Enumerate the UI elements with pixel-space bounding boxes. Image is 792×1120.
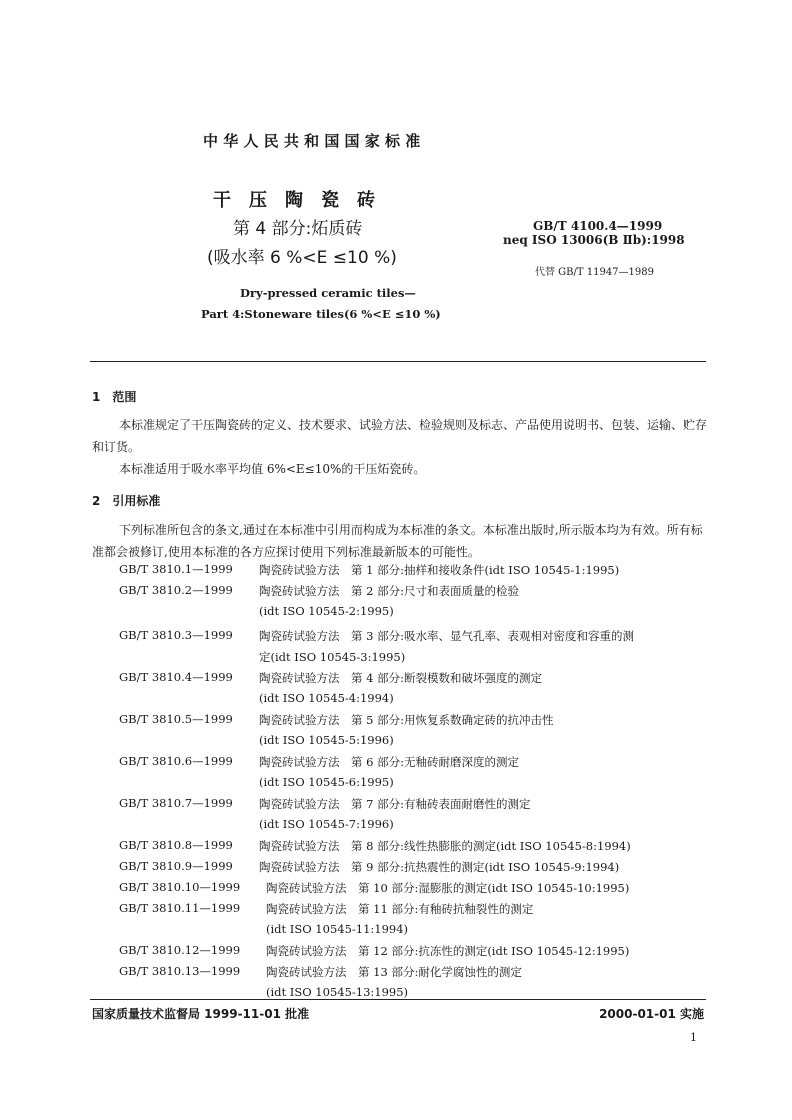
country-standard-title: 中 华 人 民 共 和 国 国 家 标 准 <box>203 132 421 150</box>
document-part-title: 第 4 部分:炻质砖 <box>233 219 363 239</box>
ref-description: 陶瓷砖试验方法 第 6 部分:无釉砖耐磨深度的测定 <box>259 755 519 769</box>
ref-code: GB/T 3810.6—1999 <box>119 754 233 768</box>
ref-description: 陶瓷砖试验方法 第 13 部分:耐化学腐蚀性的测定 <box>266 965 522 979</box>
ref-code: GB/T 3810.5—1999 <box>119 712 233 726</box>
section-2-heading: 2 引用标准 <box>92 494 161 508</box>
page-number: 1 <box>690 1031 697 1044</box>
header-divider <box>90 361 706 362</box>
ref-code: GB/T 3810.1—1999 <box>119 562 233 576</box>
ref-description: 陶瓷砖试验方法 第 10 部分:湿膨胀的测定(idt ISO 10545-10:1995) <box>266 881 630 895</box>
ref-description: 陶瓷砖试验方法 第 1 部分:抽样和接收条件(idt ISO 10545-1:1995) <box>259 563 620 577</box>
ref-code: GB/T 3810.8—1999 <box>119 838 233 852</box>
ref-description: 陶瓷砖试验方法 第 12 部分:抗冻性的测定(idt ISO 10545-12:1995) <box>266 944 630 958</box>
ref-description: 陶瓷砖试验方法 第 2 部分:尺寸和表面质量的检验 <box>259 584 519 598</box>
replaces-note: 代替 GB/T 11947—1989 <box>535 267 654 278</box>
ref-description-cont: (idt ISO 10545-2:1995) <box>259 604 394 618</box>
ref-description: 陶瓷砖试验方法 第 8 部分:线性热膨胀的测定(idt ISO 10545-8:1994) <box>259 839 631 853</box>
ref-code: GB/T 3810.9—1999 <box>119 859 233 873</box>
ref-code: GB/T 3810.10—1999 <box>119 880 241 894</box>
ref-description: 陶瓷砖试验方法 第 7 部分:有釉砖表面耐磨性的测定 <box>259 797 531 811</box>
ref-description: 陶瓷砖试验方法 第 9 部分:抗热震性的测定(idt ISO 10545-9:1994) <box>259 860 620 874</box>
section-1-paragraph-1: 本标准规定了干压陶瓷砖的定义、技术要求、试验方法、检验规则及标志、产品使用说明书、包装、运输、贮存和订货。 <box>92 418 708 454</box>
ref-description: 陶瓷砖试验方法 第 5 部分:用恢复系数确定砖的抗冲击性 <box>259 713 554 727</box>
english-title-line2: Part 4:Stoneware tiles(6 %<E ≤10 %) <box>201 307 441 321</box>
ref-description-cont: (idt ISO 10545-4:1994) <box>259 691 394 705</box>
section-1-paragraph-2: 本标准适用于吸水率平均值 6%<E≤10%的干压炻瓷砖。 <box>119 462 426 476</box>
ref-code: GB/T 3810.13—1999 <box>119 964 241 978</box>
ref-description: 陶瓷砖试验方法 第 11 部分:有釉砖抗釉裂性的测定 <box>266 902 534 916</box>
ref-description: 陶瓷砖试验方法 第 4 部分:断裂模数和破坏强度的测定 <box>259 671 542 685</box>
ref-description-cont: 定(idt ISO 10545-3:1995) <box>259 650 406 664</box>
standard-code: GB/T 4100.4—1999 <box>533 219 663 233</box>
ref-description: 陶瓷砖试验方法 第 3 部分:吸水率、显气孔率、表观相对密度和容重的测 <box>259 629 634 643</box>
footer-divider <box>90 999 706 1000</box>
ref-description-cont: (idt ISO 10545-13:1995) <box>266 985 409 999</box>
approval-line: 国家质量技术监督局 1999-11-01 批准 <box>92 1007 310 1021</box>
ref-code: GB/T 3810.2—1999 <box>119 583 233 597</box>
ref-code: GB/T 3810.7—1999 <box>119 796 233 810</box>
english-title-line1: Dry-pressed ceramic tiles— <box>240 286 416 300</box>
document-title: 干 压 陶 瓷 砖 <box>213 190 375 211</box>
implementation-date: 2000-01-01 实施 <box>599 1007 704 1021</box>
ref-code: GB/T 3810.11—1999 <box>119 901 241 915</box>
ref-description-cont: (idt ISO 10545-7:1996) <box>259 817 394 831</box>
ref-description-cont: (idt ISO 10545-11:1994) <box>266 922 409 936</box>
neq-code: neq ISO 13006(B Ⅱb):1998 <box>503 233 685 247</box>
section-1-heading: 1 范围 <box>92 390 137 404</box>
section-2-paragraph-1: 下列标准所包含的条文,通过在本标准中引用而构成为本标准的条文。本标准出版时,所示版本均为有效。所有标准都会被修订,使用本标准的各方应探讨使用下列标准最新版本的可能性。 <box>92 523 703 559</box>
document-range-title: (吸水率 6 %<E ≤10 %) <box>207 248 397 268</box>
ref-code: GB/T 3810.4—1999 <box>119 670 233 684</box>
ref-description-cont: (idt ISO 10545-6:1995) <box>259 775 394 789</box>
ref-description-cont: (idt ISO 10545-5:1996) <box>259 733 394 747</box>
ref-code: GB/T 3810.12—1999 <box>119 943 241 957</box>
ref-code: GB/T 3810.3—1999 <box>119 628 233 642</box>
